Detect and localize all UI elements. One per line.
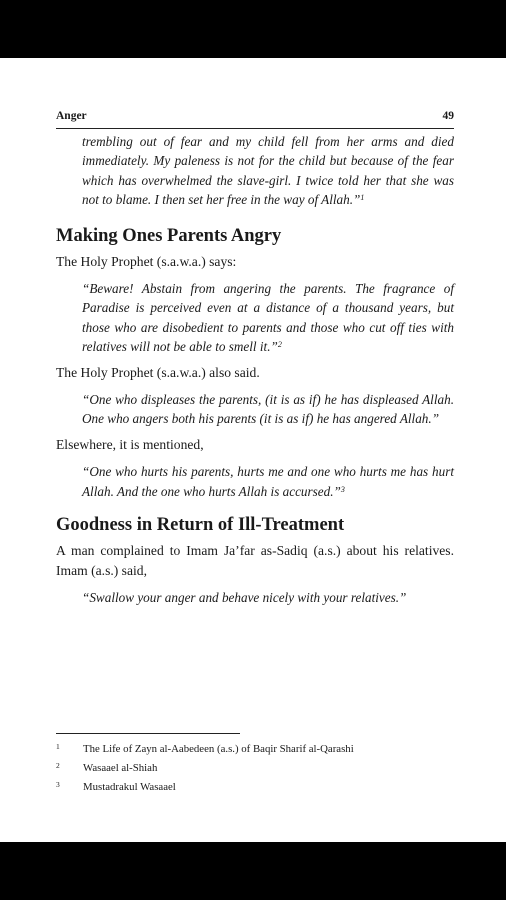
footnote-text: The Life of Zayn al-Aabedeen (a.s.) of Baqir Sharif al-Qarashi xyxy=(83,743,354,755)
quote-block xyxy=(82,462,454,501)
section-heading: Making Ones Parents Angry xyxy=(56,225,282,246)
page-body xyxy=(56,132,454,607)
quote-block xyxy=(82,279,454,357)
quote-block xyxy=(82,132,454,210)
quote-text: “Beware! Abstain from angering the parents. The fragrance of Paradise is perceived even at a distance of a thousand years, but those who are disobedient to parents and those who cut off ties with relatives will not be able to smell it.” xyxy=(82,281,454,355)
footnote-text: Mustadrakul Wasaael xyxy=(83,781,176,793)
running-header xyxy=(56,106,454,129)
footnote-number: 1 xyxy=(56,742,60,751)
paragraph: A man complained to Imam Ja’far as-Sadiq (a.s.) about his relatives. Imam (a.s.) said, xyxy=(56,543,454,578)
footnote xyxy=(56,740,354,759)
footnote-number: 3 xyxy=(56,780,60,789)
footnote xyxy=(56,778,354,797)
quote-block xyxy=(82,390,454,429)
page-number: 49 xyxy=(442,110,454,122)
footnote-divider xyxy=(56,733,240,734)
footnote xyxy=(56,759,354,778)
book-page xyxy=(0,58,506,842)
footnote-ref: 1 xyxy=(360,193,365,203)
section-heading: Goodness in Return of Ill-Treatment xyxy=(56,515,345,536)
quote-text: “One who hurts his parents, hurts me and one who hurts me has hurt Allah. And the one who hurts Allah is accursed.” xyxy=(82,464,454,499)
footnote-number: 2 xyxy=(56,761,60,770)
quote-text: “Swallow your anger and behave nicely with your relatives.” xyxy=(82,589,407,605)
paragraph: The Holy Prophet (s.a.w.a.) also said. xyxy=(56,364,260,380)
paragraph: Elsewhere, it is mentioned, xyxy=(56,436,204,452)
footnotes xyxy=(56,740,354,797)
footnote-ref: 2 xyxy=(277,340,282,350)
quote-text: trembling out of fear and my child fell from her arms and died immediately. My paleness is not for the child but because of the fear which has overwhelmed the slave-girl. I twice told her that she was not to blame. I then set her free in the way of Allah.” xyxy=(82,134,454,208)
quote-block xyxy=(82,588,454,607)
footnote-text: Wasaael al-Shiah xyxy=(83,762,158,774)
quote-text: “One who displeases the parents, (it is as if) he has displeased Allah. One who angers both his parents (it is as if) he has angered Allah.” xyxy=(82,392,454,427)
chapter-title: Anger xyxy=(56,110,87,122)
footnote-ref: 3 xyxy=(340,484,345,494)
paragraph: The Holy Prophet (s.a.w.a.) says: xyxy=(56,253,237,269)
